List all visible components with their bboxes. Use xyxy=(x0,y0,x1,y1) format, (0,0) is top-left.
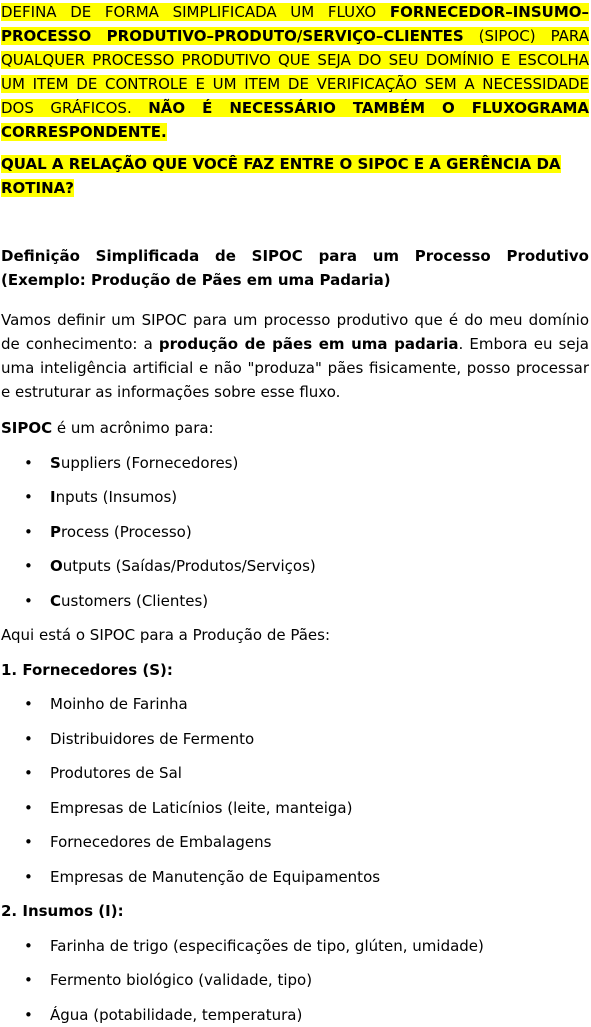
acronym-letter: O xyxy=(50,557,63,575)
list-item xyxy=(1,520,589,544)
question-routine-line xyxy=(1,152,589,200)
list-item: • Empresas de Manutenção de Equipamentos xyxy=(1,865,589,889)
question-highlight xyxy=(1,3,589,141)
list-item xyxy=(1,589,589,613)
acronym-word: ustomers (Clientes) xyxy=(61,591,209,610)
acronym-letter: C xyxy=(50,591,62,610)
question-text-bold-1: FORNECEDOR–INSUMO–PROCESSO PRODUTIVO–PRODUTO/SERVIÇO–CLIENTES xyxy=(1,3,589,45)
list-item: • Água (potabilidade, temperatura) xyxy=(1,1003,589,1027)
acronym-letter: I xyxy=(50,488,56,506)
inputs-list xyxy=(1,934,589,1027)
intro-text-bold: produção de pães em uma padaria xyxy=(158,335,459,353)
question-text-bold-2: NÃO É NECESSÁRIO TAMBÉM O FLUXOGRAMA CORRESPONDENTE. xyxy=(1,99,589,141)
answer-heading: Definição Simplificada de SIPOC para um Processo Produtivo (Exemplo: Produção de Pães em uma Padaria) xyxy=(1,247,589,289)
list-item: • Produtores de Sal xyxy=(1,761,589,785)
question-text-1: DEFINA DE FORMA SIMPLIFICADA UM FLUXO xyxy=(1,3,390,21)
list-item xyxy=(1,554,589,578)
acronym-word: rocess (Processo) xyxy=(61,522,192,541)
section-suppliers-title: 1. Fornecedores (S): xyxy=(1,660,173,679)
acronym-word: uppliers (Fornecedores) xyxy=(60,453,239,472)
section-inputs-title: 2. Insumos (I): xyxy=(1,902,124,920)
question-routine-text: QUAL A RELAÇÃO QUE VOCÊ FAZ ENTRE O SIPOC E A GERÊNCIA DA ROTINA? xyxy=(1,155,561,197)
question-paragraph xyxy=(1,0,589,144)
acronym-list xyxy=(1,451,589,613)
list-item xyxy=(1,451,589,475)
sipoc-lead: Aqui está o SIPOC para a Produção de Pães: xyxy=(1,626,331,644)
question-text-2: (SIPOC) PARA QUALQUER PROCESSO PRODUTIVO QUE SEJA DO SEU DOMÍNIO E ESCOLHA UM ITEM DE CONTROLE E UM ITEM DE VERIFICAÇÃO SEM A NECESSIDADE DOS GRÁFICOS. xyxy=(1,27,590,117)
list-item: • Moinho de Farinha xyxy=(1,692,589,716)
acronym-letter: P xyxy=(50,522,61,541)
list-item: • Fermento biológico (validade, tipo) xyxy=(1,968,589,992)
intro-text-2: . Embora eu seja uma inteligência artificial e não "produza" pães fisicamente, posso processar e estruturar as informações sobre esse fluxo. xyxy=(1,335,589,401)
intro-paragraph xyxy=(1,308,589,404)
intro-text-1: Vamos definir um SIPOC para um processo produtivo que é do meu domínio de conhecimento: a xyxy=(1,311,589,353)
suppliers-list xyxy=(1,692,589,889)
acronym-word: nputs (Insumos) xyxy=(55,488,178,506)
acronym-bold: SIPOC xyxy=(1,419,53,437)
list-item: • Distribuidores de Fermento xyxy=(1,727,589,751)
acronym-text: é um acrônimo para: xyxy=(52,419,214,437)
list-item: • Fornecedores de Embalagens xyxy=(1,830,589,854)
acronym-paragraph xyxy=(1,416,589,440)
list-item: • Farinha de trigo (especificações de tipo, glúten, umidade) xyxy=(1,934,589,958)
list-item xyxy=(1,485,589,509)
list-item: • Empresas de Laticínios (leite, manteiga) xyxy=(1,796,589,820)
acronym-letter: S xyxy=(50,453,61,472)
acronym-word: utputs (Saídas/Produtos/Serviços) xyxy=(62,557,316,575)
